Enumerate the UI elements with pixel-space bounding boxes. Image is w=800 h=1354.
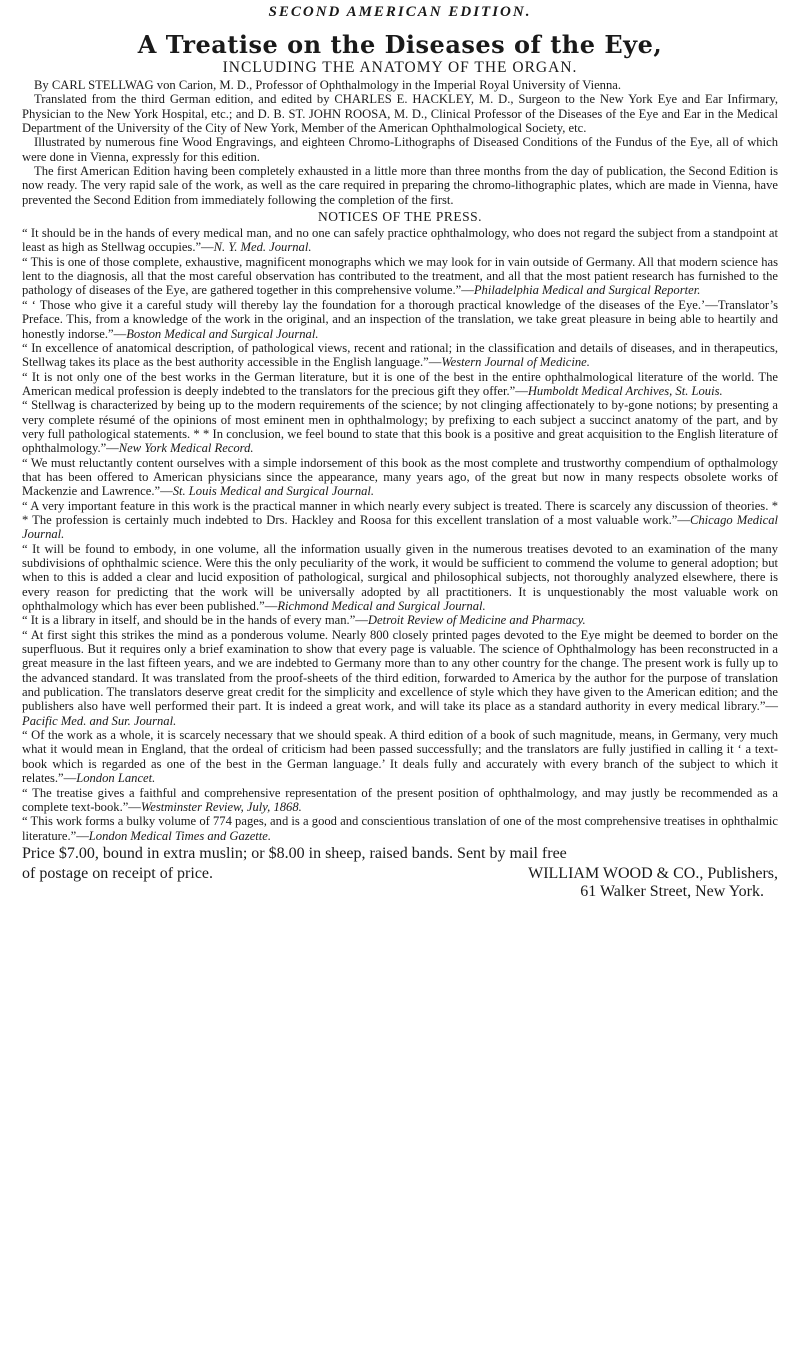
quote-source: Philadelphia Medical and Surgical Reporter.: [473, 283, 701, 298]
quote-source: London Medical Times and Gazette.: [88, 828, 272, 843]
press-quote: [22, 613, 778, 627]
quote-source: Detroit Review of Medicine and Pharmacy.: [367, 613, 586, 628]
illustrated-line: Illustrated by numerous fine Wood Engravings, and eighteen Chromo-Lithographs of Diseased Conditions of the Fundus of the Eye, all of which were done in Vienna, expressly for this edition.: [22, 135, 778, 164]
notices-heading: NOTICES OF THE PRESS.: [317, 209, 483, 225]
quote-source: Pacific Med. and Sur. Journal.: [22, 713, 177, 728]
press-quote: [22, 628, 778, 728]
price-line-continued: of postage on receipt of price.: [22, 864, 214, 882]
publisher-address: 61 Walker Street, New York.: [580, 882, 764, 900]
price-line: Price $7.00, bound in extra muslin; or $8.00 in sheep, raised bands. Sent by mail free: [22, 844, 567, 862]
quote-source: St. Louis Medical and Surgical Journal.: [172, 484, 375, 499]
quote-text: “ This work forms a bulky volume of 774 pages, and is a good and conscientious translation of one of the most comprehensive treatises in ophthalmic literature.”—: [22, 814, 778, 843]
quote-source: London Lancet.: [76, 771, 156, 786]
press-notices: [22, 226, 778, 843]
press-quote: [22, 398, 778, 455]
quote-text: “ In excellence of anatomical description, of pathological views, recent and rational; in the classification and details of diseases, and in therapeutics, Stellwag takes its place as the best authority accessible in the English language.”—: [22, 340, 778, 370]
quote-text: “ Of the work as a whole, it is scarcely necessary that we should speak. A third edition of a book of such magnitude, means, in Germany, very much what it would mean in England, that the ordeal of criticism had been passed successfully; and the translators are fully justified in calling it ‘ a text-book which is regarded as one of the best in the German language.’ It deals fully and accurately with every branch of the subject to which it relates.”—: [22, 728, 778, 786]
press-quote: [22, 542, 778, 614]
edition-header: SECOND AMERICAN EDITION.: [268, 4, 532, 20]
press-quote: [22, 814, 778, 843]
author-line: By CARL STELLWAG von Carion, M. D., Professor of Ophthalmology in the Imperial Royal University of Vienna.: [34, 78, 621, 92]
quote-source: Chicago Medical Journal.: [22, 512, 778, 542]
price-publisher-row: [22, 865, 778, 883]
press-quote: [22, 370, 778, 399]
quote-source: Richmond Medical and Surgical Journal.: [277, 599, 486, 614]
press-quote: [22, 298, 778, 341]
quote-source: Westminster Review, July, 1868.: [140, 799, 302, 814]
quote-source: New York Medical Record.: [118, 441, 254, 456]
book-subtitle: INCLUDING THE ANATOMY OF THE ORGAN.: [222, 59, 578, 76]
quote-source: Western Journal of Medicine.: [441, 355, 590, 370]
press-quote: [22, 786, 778, 815]
quote-text: “ It is not only one of the best works in the German literature, but it is one of the best in the entire ophthalmological literature of the world. The American medical profession is deeply indebted to the translators for the precious gift they offer.”—: [22, 369, 778, 398]
quote-source: N. Y. Med. Journal.: [213, 240, 312, 255]
quote-text: “ We must reluctantly content ourselves with a simple indorsement of this book as the most complete and trustworthy compendium of opthalmology that has been offered to American physicians since the appearance, many years ago, of the great but now in many respects obsolete works of Mackenzie and Lawrence.”—: [22, 455, 778, 499]
quote-text: “ At first sight this strikes the mind as a ponderous volume. Nearly 800 closely printed pages devoted to the Eye might be deemed to border on the superfluous. But it requires only a brief examination to show that every page is valuable. The science of Ophthalmology has been reconstructed in a great measure in the last fifteen years, and we are indebted to Germany more than to any other country for the change. The present work is fully up to the advanced standard. It was translated from the proof-sheets of the third edition, forwarded to America by the author for the purpose of translation and publication. The translators deserve great credit for the simplicity and excellence of style which they have given to the American edition; and the publishers also have well performed their part. It is indeed a great work, and will take its place as a standard authority in every medical library.”—: [22, 627, 778, 714]
publisher-name: WILLIAM WOOD & CO., Publishers,: [528, 864, 778, 882]
translated-line: Translated from the third German edition, and edited by CHARLES E. HACKLEY, M. D., Surgeon to the New York Eye and Ear Infirmary, Physician to the New York Hospital, etc.; and D. B. ST. JOHN ROOSA, M. D., Clinical Professor of the Diseases of the Eye and Ear in the Medical Department of the University of the City of New York, Member of the American Ophthalmological Society, etc.: [22, 92, 778, 136]
quote-text: “ ‘ Those who give it a careful study will thereby lay the foundation for a thorough practical knowledge of the diseases of the Eye.’—Translator’s Preface. This, from a knowledge of the work in the original, and an inspection of the translation, we take great pleasure in being able to heartily and honestly indorse.”—: [22, 297, 778, 341]
quote-source: Boston Medical and Surgical Journal.: [126, 326, 319, 341]
quote-text: “ It should be in the hands of every medical man, and no one can safely practice ophthalmology, who does not regard the subject from a standpoint at least as high as Stellwag occupies.”—: [22, 226, 778, 255]
press-quote: [22, 499, 778, 542]
quote-text: “ The treatise gives a faithful and comprehensive representation of the present position of ophthalmology, and may justly be recommended as a complete text-book.”—: [22, 785, 778, 814]
book-title: A Treatise on the Diseases of the Eye,: [137, 30, 663, 59]
press-quote: [22, 255, 778, 298]
quote-text: “ A very important feature in this work is the practical manner in which nearly every subject is treated. There is scarcely any discussion of theories. * * The profession is certainly much indebted to Drs. Hackley and Roosa for this excellent translation of a most valuable work.”—: [22, 498, 778, 527]
quote-text: “ It is a library in itself, and should be in the hands of every man.”—: [22, 613, 368, 628]
press-quote: [22, 456, 778, 499]
press-quote: [22, 226, 778, 255]
press-quote: [22, 341, 778, 370]
quote-text: “ It will be found to embody, in one volume, all the information usually given in the numerous treatises devoted to an examination of the many subdivisions of ophthalmic science. Were this the only peculiarity of the work, it would be sufficient to commend the volume to general adoption; but when to this is added a clear and lucid exposition of pathological, surgical and philosophical subjects, not thoroughly analyzed elsewhere, there is every reason for predicting that the work will be universally adopted by all practitioners. It is unquestionably the most valuable work on ophthalmology which has ever been published.”—: [22, 541, 778, 614]
quote-text: “ This is one of those complete, exhaustive, magnificent monographs which we may look for in vain outside of Germany. All that modern science has lent to the diagnosis, all that the most careful observation has contributed to the treatment, and all that the most patient research has furnished to the pathology of diseases of the Eye, are gathered together in this comprehensive volume.”—: [22, 254, 778, 298]
quote-source: Humboldt Medical Archives, St. Louis.: [527, 383, 723, 398]
press-quote: [22, 728, 778, 785]
quote-text: “ Stellwag is characterized by being up to the modern requirements of the science; by not clinging affectionately to by-gone notions; by presenting a very complete résumé of the opinions of most eminent men in ophthalmology; by prefixing to each subject a succinct anatomy of the part, and by very full pathological statements. * * In conclusion, we feel bound to state that this book is a positive and great acquisition to the English literature of ophthalmology.”—: [22, 398, 778, 456]
edition-note: The first American Edition having been completely exhausted in a little more than three months from the day of publication, the Second Edition is now ready. The very rapid sale of the work, as well as the care required in preparing the chromo-lithographic plates, which are made in Vienna, have prevented the Second Edition from immediately following the completion of the first.: [22, 164, 778, 207]
